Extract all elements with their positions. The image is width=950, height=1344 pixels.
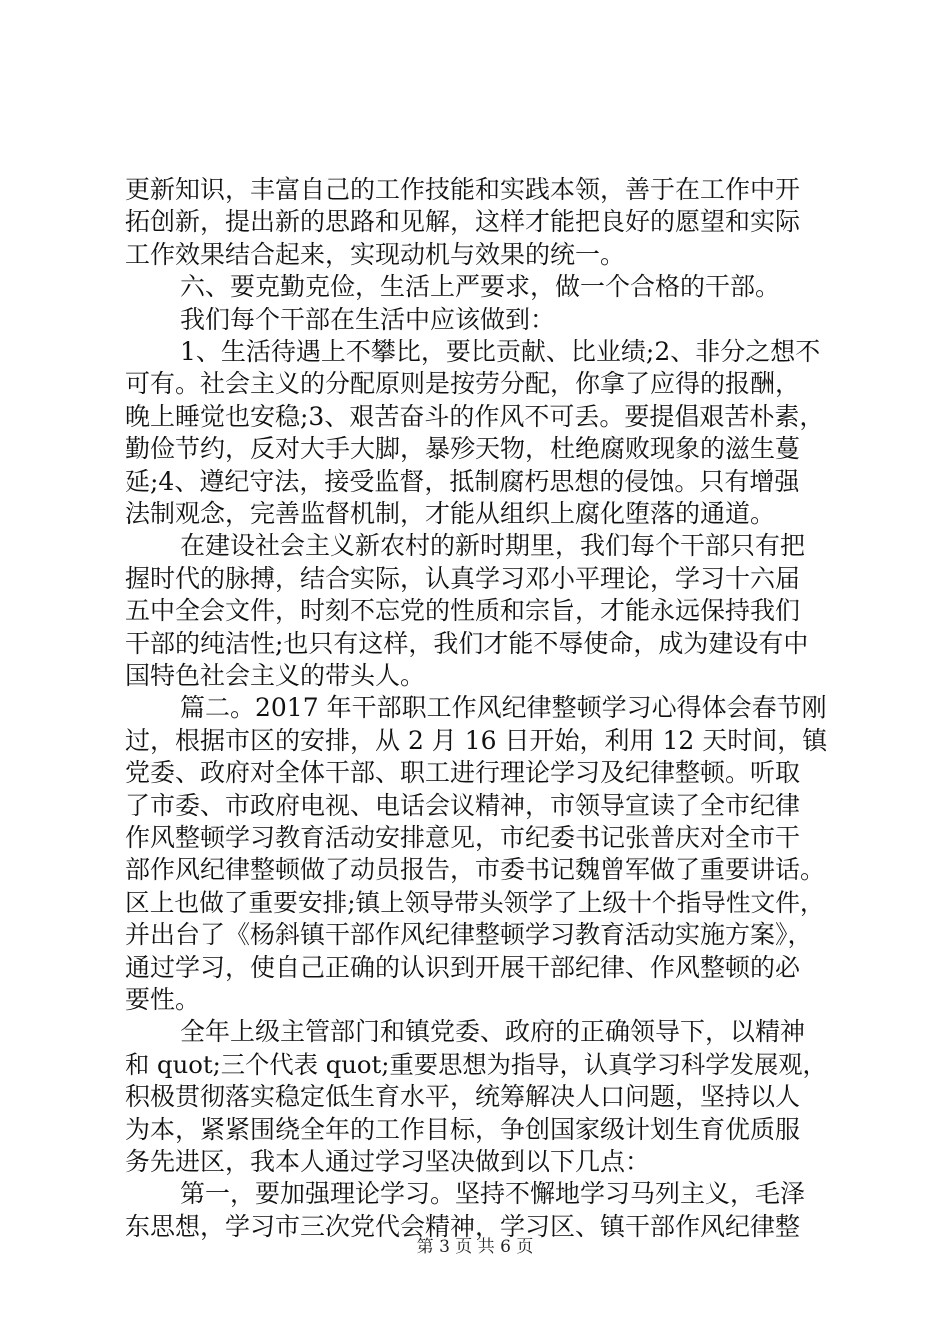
page-number: 第 3 页 共 6 页 — [416, 1237, 534, 1257]
text-line: 通过学习，使自己正确的认识到开展干部纪律、作风整顿的必 — [125, 952, 801, 982]
paragraph-first-line: 六、要克勤克俭，生活上严要求，做一个合格的干部。 — [180, 272, 781, 302]
text-line: 干部的纯洁性;也只有这样，我们才能不辱使命，成为建设有中 — [125, 628, 809, 658]
text-line: 法制观念，完善监督机制，才能从组织上腐化堕落的通道。 — [125, 499, 776, 528]
text-line: 务先进区，我本人通过学习坚决做到以下几点： — [125, 1147, 651, 1176]
text-line: 为本，紧紧围绕全年的工作目标，争创国家级计划生育优质服 — [125, 1114, 801, 1144]
text-line: 可有。社会主义的分配原则是按劳分配，你拿了应得的报酬， — [125, 369, 801, 399]
paragraph-first-line: 篇二。2017 年干部职工作风纪律整顿学习心得体会春节刚 — [180, 693, 827, 723]
text-line: 勤俭节约，反对大手大脚，暴殄天物，杜绝腐败现象的滋生蔓 — [125, 434, 801, 464]
paragraph-first-line: 1、生活待遇上不攀比，要比贡献、比业绩;2、非分之想不 — [180, 337, 821, 366]
text-line: 要性。 — [125, 985, 201, 1014]
text-line: 晚上睡觉也安稳;3、艰苦奋斗的作风不可丢。要提倡艰苦朴素， — [125, 401, 825, 431]
text-line: 延;4、遵纪守法，接受监督，抵制腐朽思想的侵蚀。只有增强 — [125, 466, 800, 496]
text-line: 区上也做了重要安排;镇上领导带头领学了上级十个指导性文件， — [125, 887, 825, 917]
text-line: 更新知识，丰富自己的工作技能和实践本领，善于在工作中开 — [125, 175, 801, 204]
text-line: 和 quot;三个代表 quot;重要思想为指导，认真学习科学发展观， — [125, 1049, 827, 1079]
text-line: 积极贯彻落实稳定低生育水平，统筹解决人口问题，坚持以人 — [125, 1082, 801, 1112]
text-line: 并出台了《杨斜镇干部作风纪律整顿学习教育活动实施方案》， — [125, 920, 813, 950]
text-line: 东思想，学习市三次党代会精神，学习区、镇干部作风纪律整 — [125, 1211, 801, 1241]
text-line: 过，根据市区的安排，从 2 月 16 日开始，利用 12 天时间，镇 — [125, 725, 828, 755]
paragraph-first-line: 在建设社会主义新农村的新时期里，我们每个干部只有把 — [180, 531, 806, 561]
text-line: 部作风纪律整顿做了动员报告，市委书记魏曾军做了重要讲话。 — [125, 855, 826, 885]
text-line: 了市委、市政府电视、电话会议精神，市领导宣读了全市纪律 — [125, 790, 801, 820]
text-line: 作风整顿学习教育活动安排意见，市纪委书记张普庆对全市干 — [125, 823, 801, 852]
text-line: 五中全会文件，时刻不忘党的性质和宗旨，才能永远保持我们 — [125, 596, 801, 626]
paragraph-first-line: 我们每个干部在生活中应该做到： — [180, 304, 556, 334]
paragraph-first-line: 第一，要加强理论学习。坚持不懈地学习马列主义，毛泽 — [180, 1179, 806, 1209]
text-line: 握时代的脉搏，结合实际，认真学习邓小平理论，学习十六届 — [125, 563, 801, 593]
text-line: 国特色社会主义的带头人。 — [125, 661, 426, 690]
text-line: 党委、政府对全体干部、职工进行理论学习及纪律整顿。听取 — [125, 758, 801, 788]
text-line: 拓创新，提出新的思路和见解，这样才能把良好的愿望和实际 — [125, 207, 801, 237]
text-line: 工作效果结合起来，实现动机与效果的统一。 — [125, 239, 626, 269]
paragraph-first-line: 全年上级主管部门和镇党委、政府的正确领导下，以精神 — [180, 1017, 806, 1047]
